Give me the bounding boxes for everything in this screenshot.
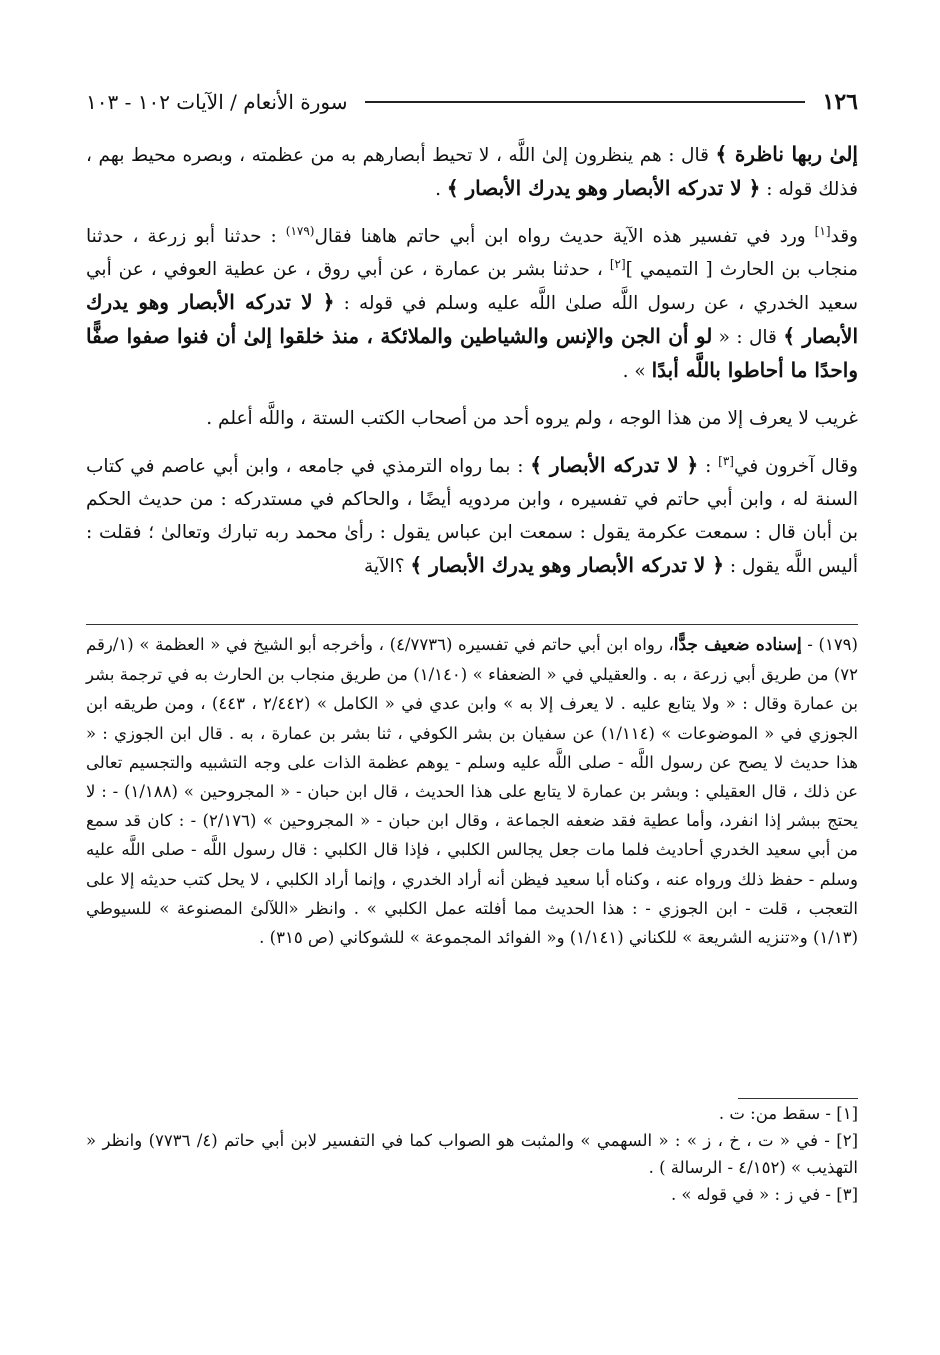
- note-3: [٣] - في ز : « في قوله » .: [670, 1185, 858, 1204]
- paragraph-2: [86, 220, 858, 388]
- quran-text: إلىٰ ربها ناظرة ﴾: [715, 142, 858, 166]
- footnote-separator: [86, 624, 858, 625]
- note-ref[interactable]: [١]: [814, 223, 831, 238]
- note-ref[interactable]: [٢]: [609, 256, 626, 271]
- page-header: [86, 84, 858, 120]
- quran-verse: ﴿ لا تدركه الأبصار وهو يدرك الأبصار ﴾: [410, 553, 724, 577]
- text-run: وقال آخرون في: [733, 456, 858, 477]
- note-1: [١] - سقط من: ت .: [718, 1104, 858, 1123]
- text-run: قال : «: [712, 327, 784, 348]
- footnote-paragraph: [86, 630, 858, 952]
- text-run: ؟الآية: [363, 556, 411, 577]
- footnote-ref[interactable]: (١٧٩): [285, 223, 315, 238]
- paragraph-3: غريب لا يعرف إلا من هذا الوجه ، ولم يروه أحد من أصحاب الكتب الستة ، واللَّه أعلم .: [206, 408, 858, 429]
- paragraph-4: [86, 449, 858, 583]
- text-run: .: [435, 179, 447, 200]
- running-title: سورة الأنعام / الآيات ١٠٢ - ١٠٣: [86, 90, 348, 114]
- text-run: : حدثنا أبو زرعة ، حدثنا منجاب بن الحارث [ التميمي ]: [86, 226, 859, 280]
- hadith-text: لو أن الجن والإنس والشياطين والملائكة ، منذ خلقوا إلىٰ أن فنوا صفوا صفًّا واحدًا ما أحاطوا باللَّه أبدًا: [86, 324, 858, 382]
- footnote-number: (١٧٩) -: [801, 635, 858, 654]
- text-run: :: [698, 456, 719, 477]
- header-rule: [365, 101, 804, 103]
- text-run: وقد: [830, 226, 858, 247]
- text-run: قال : هم ينظرون إلىٰ اللَّه ، لا تحيط أبصارهم به من عظمته ، وبصره محيط بهم ، فذلك قوله :: [86, 145, 858, 200]
- text-run: ورد في تفسير هذه الآية حديث رواه ابن أبي حاتم هاهنا فقال: [314, 226, 815, 247]
- text-run: ، حدثنا بشر بن عمارة ، عن أبي روق ، عن عطية العوفي ، عن أبي سعيد الخدري ، عن رسول اللَّه صلىٰ اللَّه عليه وسلم في قوله :: [86, 259, 859, 314]
- page-number: ١٢٦: [822, 89, 858, 115]
- notes-separator: [738, 1098, 858, 1099]
- quran-verse: ﴿ لا تدركه الأبصار وهو يدرك الأبصار ﴾: [446, 176, 761, 200]
- quran-verse: ﴿ لا تدركه الأبصار وهو يدرك الأبصار ﴾: [86, 290, 858, 348]
- footnote-text: ، رواه ابن أبي حاتم في تفسيره (٤/٧٧٣٦) ، وأخرجه أبو الشيخ في « العظمة » (١/رقم ٧٢) من طريق أبي زرعة ، به . والعقيلي في « الضعفاء » (١/١٤٠) من طريق منجاب بن الحارث به في ترجمة بشر بن عمارة وقال : « ولا يتابع عليه . لا يعرف إلا به » وابن عدي في « الكامل » (٢/٤٤٢ ، ٤٤٣) ، ومن طريقه ابن الجوزي في « الموضوعات » (١/١١٤) عن سفيان بن بشر الكوفي ، ثنا بشر بن عمارة ، به . قال ابن الجوزي : « هذا حديث لا يصح عن رسول اللَّه - صلى اللَّه عليه وسلم - يوهم عظمة الذات على وجه التشبيه والتجسيم تعالى عن ذلك ، قال العقيلي : وبشر بن عمارة لا يتابع على هذا الحديث ، قال ابن حبان - « المجروحين » (١/١٨٨) - : لا يحتج ببشر إذا انفرد، وأما عطية فقد ضعفه الجماعة ، وقال ابن حبان - « المجروحين » (٢/١٧٦) - : كان قد سمع من أبي سعيد الخدري أحاديث فلما مات جعل يجالس الكلبي ، فإذا قال الكلبي : قال رسول اللَّه - صلى اللَّه عليه وسلم - حفظ ذلك ورواه عنه ، وكناه أبا سعيد فيظن أنه أراد الخدري ، وإنما أراد الكلبي ، لا يحل كتب حديثه إلا على التعجب ، قلت - ابن الجوزي - : هذا الحديث مما أفلته عمل الكلبي » . وانظر «اللآلئ المصنوعة » للسيوطي (١/١٣) و«تنزيه الشريعة » للكناني (١/١٤١) و« الفوائد المجموعة » للشوكاني (ص ٣١٥) .: [86, 635, 859, 948]
- main-text: [86, 138, 858, 597]
- footnote-grade: إسناده ضعيف جدًّا: [673, 635, 802, 655]
- footnote-179: [86, 630, 858, 952]
- text-run: » .: [622, 361, 652, 382]
- text-run: : بما رواه الترمذي في جامعه ، وابن أبي عاصم في كتاب السنة له ، وابن أبي حاتم في تفسيره ، وابن مردويه أيضًا ، والحاكم في مستدركه : من حديث الحكم بن أبان قال : سمعت عكرمة يقول : سمعت ابن عباس يقول : رأىٰ محمد ربه تبارك وتعالىٰ ؛ فقلت : أليس اللَّه يقول :: [86, 456, 858, 577]
- quran-verse: ﴿ لا تدركه الأبصار ﴾: [530, 453, 699, 477]
- note-2: [٢] - في « ت ، خ ، ز » : « السهمي » والمثبت هو الصواب كما في التفسير لابن أبي حاتم (٤/ ٧٧٣٦) وانظر « التهذيب » (٤/١٥٢ - الرسالة ) .: [86, 1131, 858, 1177]
- editor-notes: [86, 1100, 858, 1208]
- paragraph-1: [86, 138, 858, 206]
- note-ref[interactable]: [٣]: [718, 453, 734, 468]
